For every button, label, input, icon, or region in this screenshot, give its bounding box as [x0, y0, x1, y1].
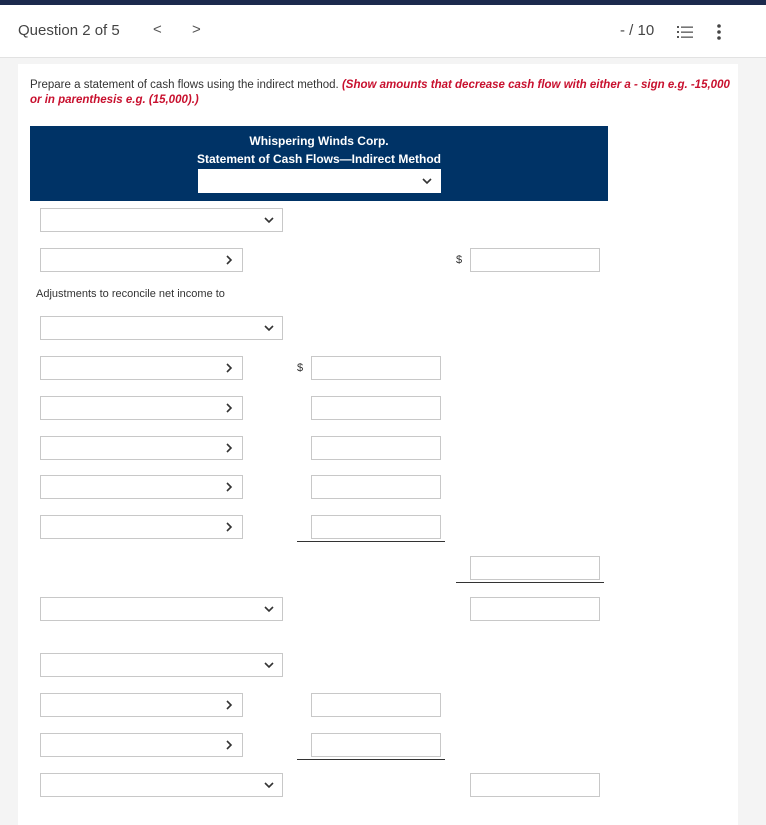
line-amount-input[interactable]: [311, 733, 441, 757]
chevron-down-icon: [264, 323, 274, 333]
company-name: Whispering Winds Corp.: [249, 134, 389, 148]
chevron-right-icon: [224, 482, 234, 492]
adjustment-amount-input[interactable]: [311, 356, 441, 380]
currency-symbol: $: [456, 254, 463, 266]
adjustment-amount-input[interactable]: [311, 475, 441, 499]
adjustment-amount-input[interactable]: [311, 515, 441, 539]
more-vertical-icon[interactable]: [716, 23, 722, 41]
section-total-input[interactable]: [470, 773, 600, 797]
adjustment-dropdown[interactable]: [40, 436, 243, 460]
instructions-text: Prepare a statement of cash flows using the indirect method.: [30, 79, 342, 91]
chevron-right-icon: [224, 700, 234, 710]
statement-header: [30, 126, 608, 201]
adjustment-amount-input[interactable]: [311, 396, 441, 420]
chevron-right-icon: [224, 403, 234, 413]
section-heading-dropdown[interactable]: [40, 208, 283, 232]
subtotal-rule: [456, 582, 604, 583]
line-amount-input[interactable]: [311, 693, 441, 717]
subtotal-rule: [297, 759, 445, 760]
question-label: Question 2 of 5: [18, 22, 120, 39]
prev-question-button[interactable]: <: [153, 21, 162, 38]
subtotal-rule: [297, 541, 445, 542]
chevron-down-icon: [264, 660, 274, 670]
adjustment-dropdown[interactable]: [40, 356, 243, 380]
period-dropdown[interactable]: [198, 169, 441, 193]
chevron-right-icon: [224, 522, 234, 532]
next-question-button[interactable]: >: [192, 21, 201, 38]
chevron-down-icon: [264, 780, 274, 790]
adjustment-amount-input[interactable]: [311, 436, 441, 460]
section-total-dropdown[interactable]: [40, 773, 283, 797]
statement-title: Statement of Cash Flows—Indirect Method: [196, 152, 442, 166]
line-item-dropdown[interactable]: [40, 733, 243, 757]
chevron-right-icon: [224, 363, 234, 373]
question-body: [18, 64, 738, 825]
chevron-down-icon: [422, 176, 432, 186]
chevron-down-icon: [264, 215, 274, 225]
adjustment-dropdown[interactable]: [40, 515, 243, 539]
section-heading-dropdown[interactable]: [40, 653, 283, 677]
chevron-right-icon: [224, 443, 234, 453]
amount-input[interactable]: [470, 248, 600, 272]
section-heading-dropdown[interactable]: [40, 597, 283, 621]
line-item-dropdown[interactable]: [40, 693, 243, 717]
adjustment-dropdown[interactable]: [40, 475, 243, 499]
score-display: - / 10: [620, 22, 655, 39]
reconcile-dropdown[interactable]: [40, 316, 283, 340]
instructions-emphasis: (Show amounts that decrease cash flow with either a - sign e.g. -15,000 or in parenthesis e.g. (15,000).): [30, 79, 730, 106]
net-cash-operating-input[interactable]: [470, 556, 600, 580]
adjustments-label: Adjustments to reconcile net income to: [36, 288, 225, 300]
currency-symbol: $: [297, 362, 304, 374]
adjustment-dropdown[interactable]: [40, 396, 243, 420]
total-amount-input[interactable]: [470, 597, 600, 621]
instructions: [30, 78, 730, 108]
chevron-down-icon: [264, 604, 274, 614]
chevron-right-icon: [224, 255, 234, 265]
line-item-dropdown[interactable]: [40, 248, 243, 272]
list-icon[interactable]: [677, 24, 693, 40]
chevron-right-icon: [224, 740, 234, 750]
question-header: [0, 5, 766, 58]
